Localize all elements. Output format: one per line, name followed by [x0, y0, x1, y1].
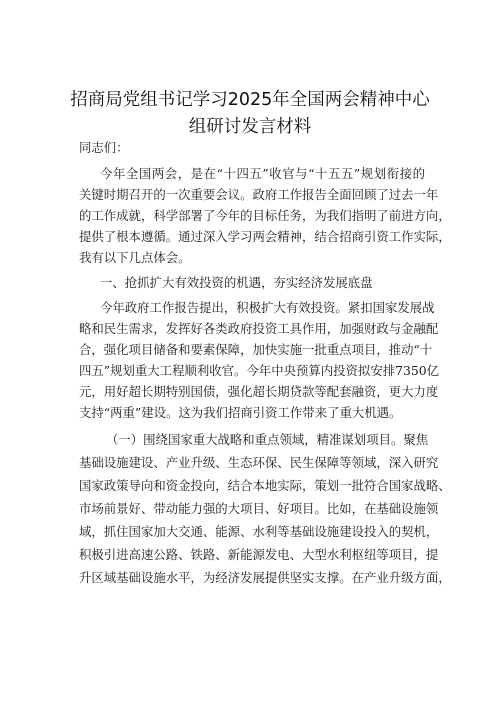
paragraph-line: 四五”规划重大工程顺利收官。今年中央预算内投资拟安排7350亿: [79, 363, 440, 378]
paragraph-line: 的工作成就，科学部署了今年的目标任务，为我们指明了前进方向，: [79, 208, 451, 223]
document-title-line-2: 组研讨发言材料: [188, 117, 312, 137]
paragraph-line: 今年全国两会，是在“十四五”收官与“十五五”规划衔接的: [100, 166, 425, 181]
subsection-line: （一）围绕国家重大战略和重点领域，精准谋划项目。聚焦: [106, 432, 429, 447]
paragraph-line: 元，用好超长期特别国债，强化超长期贷款等配套融资，更大力度: [79, 384, 439, 399]
paragraph-line: 积极引进高速公路、铁路、新能源发电、大型水利枢纽等项目，提: [79, 547, 439, 562]
paragraph-line: 提供了根本遵循。通过深入学习两会精神，结合招商引资工作实际，: [79, 229, 451, 244]
paragraph-line: 今年政府工作报告提出，积极扩大有效投资。紧扣国家发展战: [100, 300, 435, 315]
document-title-line-1: 招商局党组书记学习2025年全国两会精神中心: [70, 90, 430, 110]
paragraph-line: 我有以下几点体会。: [79, 250, 191, 265]
paragraph-line: 略和民生需求，发挥好各类政府投资工具作用，加强财政与金融配: [79, 321, 439, 336]
paragraph-line: 基础设施建设、产业升级、生态环保、民生保障等领域，深入研究: [79, 455, 439, 470]
salutation: 同志们：: [79, 140, 129, 155]
section-heading: 一、抢抓扩大有效投资的机遇，夯实经济发展底盘: [100, 275, 373, 290]
paragraph-line: 域，抓住国家加大交通、能源、水利等基础设施建设投入的契机，: [79, 524, 439, 539]
paragraph-line: 支持“两重”建设。这为我们招商引资工作带来了重大机遇。: [79, 405, 402, 420]
paragraph-line: 关键时期召开的一次重要会议。政府工作报告全面回顾了过去一年: [79, 187, 439, 202]
paragraph-line: 升区域基础设施水平，为经济发展提供坚实支撑。在产业升级方面，: [79, 570, 451, 585]
paragraph-line: 市场前景好、带动能力强的大项目、好项目。比如，在基础设施领: [79, 501, 439, 516]
paragraph-line: 合，强化项目储备和要素保障，加快实施一批重点项目，推动“十: [79, 342, 433, 357]
paragraph-line: 国家政策导向和资金投向，结合本地实际，策划一批符合国家战略、: [79, 478, 451, 493]
